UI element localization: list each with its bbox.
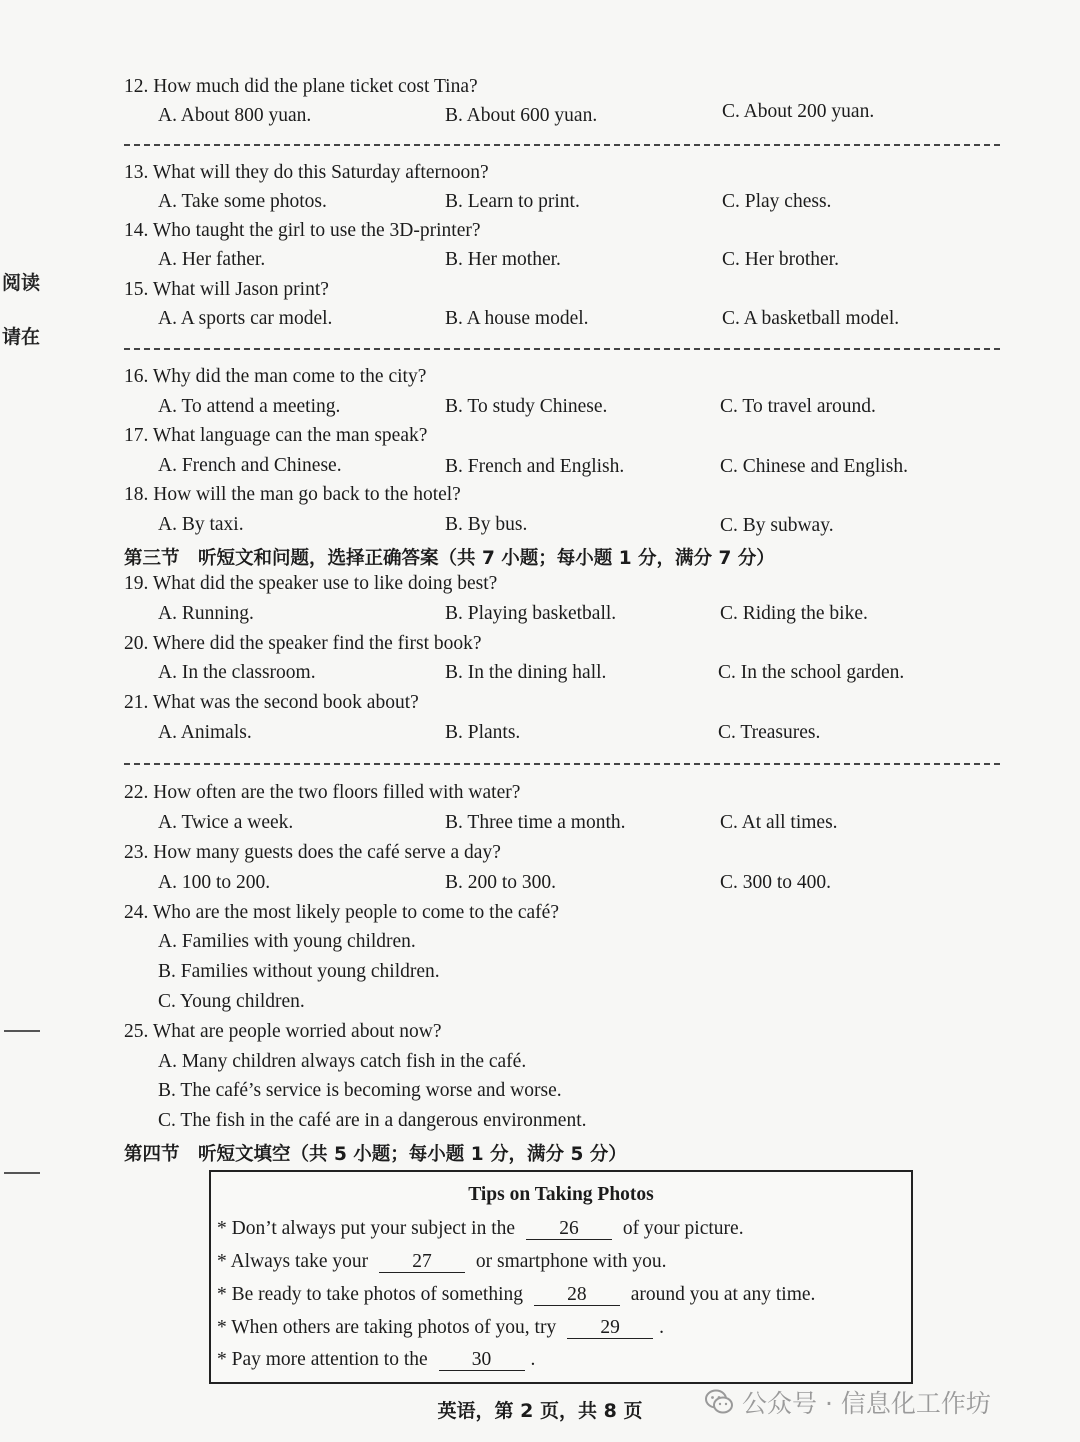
tip-text-after: or smartphone with you.: [475, 1251, 667, 1272]
bullet: *: [217, 1317, 227, 1338]
tip-item-27: [217, 1251, 667, 1273]
q19-option-a: A. Running.: [158, 603, 254, 624]
tip-text-before: Be ready to take photos of something: [231, 1284, 523, 1305]
blank-26[interactable]: 26: [526, 1219, 612, 1240]
q18-option-a: A. By taxi.: [158, 514, 244, 535]
tip-text-after: around you at any time.: [630, 1284, 816, 1305]
q14-option-a: A. Her father.: [158, 249, 266, 270]
tip-text-before: Don’t always put your subject in the: [231, 1218, 516, 1239]
q20-option-c: C. In the school garden.: [718, 662, 905, 683]
q20-option-a: A. In the classroom.: [158, 662, 316, 683]
question-24: 24. Who are the most likely people to come to the café?: [124, 902, 559, 923]
tips-title: Tips on Taking Photos: [468, 1184, 654, 1205]
tip-item-28: [217, 1284, 815, 1306]
question-19: 19. What did the speaker use to like doing best?: [124, 573, 498, 594]
tip-text-before: When others are taking photos of you, try: [231, 1317, 557, 1338]
tip-item-29: [217, 1317, 664, 1339]
q19-option-b: B. Playing basketball.: [445, 603, 617, 624]
q14-option-c: C. Her brother.: [722, 249, 839, 270]
q18-option-c: C. By subway.: [720, 515, 834, 536]
question-12: 12. How much did the plane ticket cost Tina?: [124, 76, 478, 97]
q17-option-b: B. French and English.: [445, 456, 625, 477]
q21-option-b: B. Plants.: [445, 722, 521, 743]
q25-option-b: B. The café’s service is becoming worse and worse.: [158, 1080, 562, 1101]
dashed-separator: [124, 144, 1000, 146]
q13-option-b: B. Learn to print.: [445, 191, 580, 212]
margin-text-read: 阅读: [2, 272, 41, 294]
q15-option-c: C. A basketball model.: [722, 308, 900, 329]
q23-option-b: B. 200 to 300.: [445, 872, 557, 893]
q20-option-b: B. In the dining hall.: [445, 662, 607, 683]
question-23: 23. How many guests does the café serve a day?: [124, 842, 501, 863]
q22-option-a: A. Twice a week.: [158, 812, 294, 833]
tip-text-after: .: [530, 1349, 536, 1370]
q16-option-b: B. To study Chinese.: [445, 396, 608, 417]
q18-option-b: B. By bus.: [445, 514, 528, 535]
watermark: [704, 1384, 991, 1420]
q17-option-c: C. Chinese and English.: [720, 456, 908, 477]
question-21: 21. What was the second book about?: [124, 692, 419, 713]
question-15: 15. What will Jason print?: [124, 279, 329, 300]
question-17: 17. What language can the man speak?: [124, 425, 428, 446]
q15-option-b: B. A house model.: [445, 308, 589, 329]
blank-28[interactable]: 28: [534, 1285, 620, 1306]
blank-27[interactable]: 27: [379, 1252, 465, 1273]
q12-option-c: C. About 200 yuan.: [722, 101, 875, 122]
q13-option-c: C. Play chess.: [722, 191, 832, 212]
q21-option-c: C. Treasures.: [718, 722, 821, 743]
q17-option-a: A. French and Chinese.: [158, 455, 342, 476]
question-13: 13. What will they do this Saturday afternoon?: [124, 162, 489, 183]
bullet: *: [217, 1251, 227, 1272]
blank-30[interactable]: 30: [439, 1350, 525, 1371]
dashed-separator: [124, 763, 1000, 765]
margin-text-please: 请在: [2, 326, 41, 348]
tips-box: [209, 1170, 913, 1384]
question-14: 14. Who taught the girl to use the 3D-printer?: [124, 220, 481, 241]
watermark-text: 公众号 · 信息化工作坊: [742, 1389, 991, 1418]
section-3-heading: 第三节 听短文和问题，选择正确答案（共 7 小题；每小题 1 分，满分 7 分）: [124, 548, 775, 569]
q14-option-b: B. Her mother.: [445, 249, 561, 270]
q21-option-a: A. Animals.: [158, 722, 252, 743]
q13-option-a: A. Take some photos.: [158, 191, 327, 212]
q16-option-a: A. To attend a meeting.: [158, 396, 341, 417]
tip-text-after: of your picture.: [622, 1218, 744, 1239]
bullet: *: [217, 1349, 227, 1370]
dashed-separator: [124, 348, 1000, 350]
q22-option-b: B. Three time a month.: [445, 812, 626, 833]
q25-option-a: A. Many children always catch fish in the café.: [158, 1051, 527, 1072]
q24-option-c: C. Young children.: [158, 991, 305, 1012]
question-18: 18. How will the man go back to the hotel?: [124, 484, 461, 505]
margin-dash-line: [4, 1172, 40, 1174]
question-25: 25. What are people worried about now?: [124, 1021, 442, 1042]
q22-option-c: C. At all times.: [720, 812, 838, 833]
section-4-heading: 第四节 听短文填空（共 5 小题；每小题 1 分，满分 5 分）: [124, 1144, 627, 1165]
question-22: 22. How often are the two floors filled with water?: [124, 782, 521, 803]
q16-option-c: C. To travel around.: [720, 396, 876, 417]
tip-text-after: .: [659, 1317, 664, 1338]
q15-option-a: A. A sports car model.: [158, 308, 333, 329]
question-16: 16. Why did the man come to the city?: [124, 366, 427, 387]
blank-29[interactable]: 29: [567, 1318, 653, 1339]
bullet: *: [217, 1284, 227, 1305]
tip-text-before: Always take your: [230, 1251, 369, 1272]
tip-item-26: [217, 1218, 744, 1240]
question-20: 20. Where did the speaker find the first book?: [124, 633, 482, 654]
q19-option-c: C. Riding the bike.: [720, 603, 868, 624]
q23-option-c: C. 300 to 400.: [720, 872, 832, 893]
q25-option-c: C. The fish in the café are in a dangerous environment.: [158, 1110, 587, 1131]
margin-dash-line: [4, 1030, 40, 1032]
q12-option-a: A. About 800 yuan.: [158, 105, 312, 126]
q24-option-b: B. Families without young children.: [158, 961, 440, 982]
page-footer: 英语，第 2 页，共 8 页: [437, 1400, 643, 1422]
tip-item-30: [217, 1349, 535, 1371]
q24-option-a: A. Families with young children.: [158, 931, 416, 952]
q23-option-a: A. 100 to 200.: [158, 872, 271, 893]
q12-option-b: B. About 600 yuan.: [445, 105, 598, 126]
bullet: *: [217, 1218, 227, 1239]
tip-text-before: Pay more attention to the: [231, 1349, 428, 1370]
wechat-icon: [704, 1387, 734, 1417]
